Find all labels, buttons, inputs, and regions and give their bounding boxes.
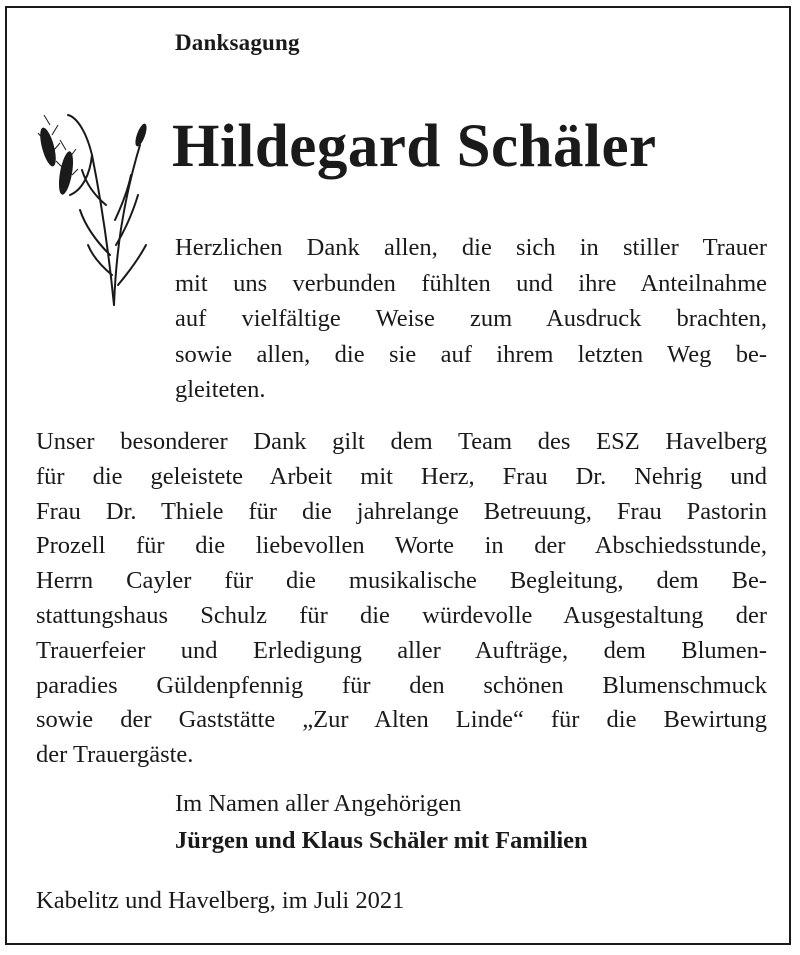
- intro-line: sowie allen, die sie auf ihrem letzten Weg be-: [175, 340, 767, 368]
- body-line: Frau Dr. Thiele für die jahrelange Betreuung, Frau Pastorin: [36, 497, 767, 525]
- body-line: Unser besonderer Dank gilt dem Team des ESZ Havelberg: [36, 428, 767, 455]
- signature-intro: Im Namen aller Angehörigen: [175, 790, 462, 817]
- signature-names: Jürgen und Klaus Schäler mit Familien: [175, 827, 588, 854]
- notice-heading: Danksagung: [175, 30, 300, 55]
- body-line: sowie der Gaststätte „Zur Alten Linde“ für die Bewirtung: [36, 706, 767, 734]
- body-line: Trauerfeier und Erledigung aller Aufträge, dem Blumen-: [36, 636, 767, 664]
- body-line: Herrn Cayler für die musikalische Begleitung, dem Be-: [36, 567, 767, 595]
- body-line: Prozell für die liebevollen Worte in der Abschiedsstunde,: [36, 532, 767, 560]
- thanks-paragraph: [36, 425, 767, 773]
- deceased-name: Hildegard Schäler: [172, 113, 657, 180]
- intro-line: auf vielfältige Weise zum Ausdruck brachten,: [175, 305, 767, 332]
- body-line: stattungshaus Schulz für die würdevolle Ausgestaltung der: [36, 601, 767, 629]
- place-date: Kabelitz und Havelberg, im Juli 2021: [36, 887, 405, 914]
- wheat-icon: [30, 95, 160, 310]
- body-line: der Trauergäste.: [36, 741, 194, 769]
- body-line: für die geleistete Arbeit mit Herz, Frau Dr. Nehrig und: [36, 462, 767, 490]
- intro-line: gleiteten.: [175, 376, 266, 403]
- body-line: paradies Güldenpfennig für den schönen Blumenschmuck: [36, 671, 767, 699]
- intro-line: Herzlichen Dank allen, die sich in stiller Trauer: [175, 234, 767, 261]
- intro-paragraph: [175, 230, 767, 408]
- intro-line: mit uns verbunden fühlten und ihre Anteilnahme: [175, 269, 767, 297]
